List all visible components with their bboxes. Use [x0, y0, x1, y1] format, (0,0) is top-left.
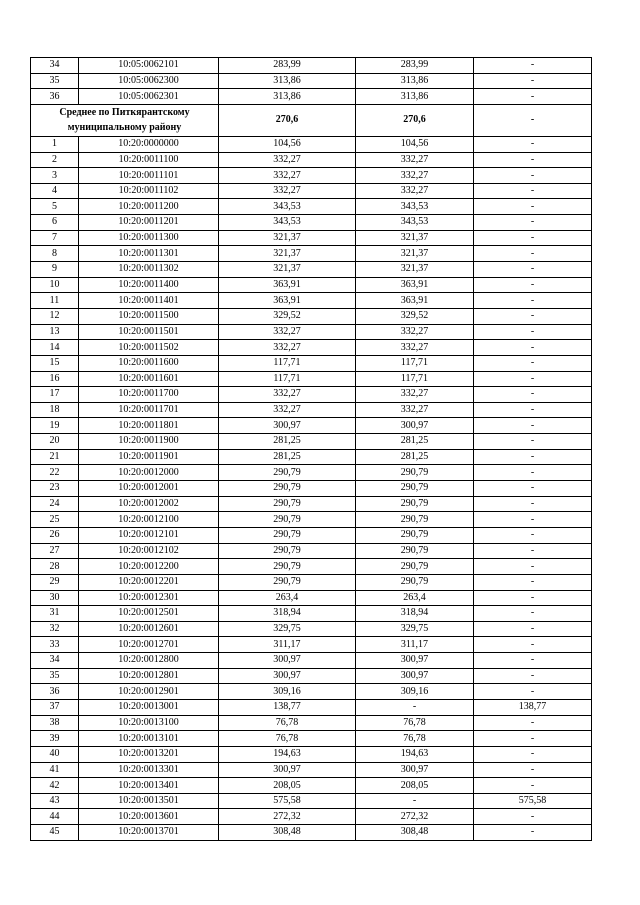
value-col5: - — [474, 527, 592, 543]
row-number: 41 — [31, 762, 79, 778]
document-page — [30, 57, 591, 841]
cadastral-quarter: 10:20:0012200 — [79, 559, 219, 575]
table-row — [31, 481, 592, 497]
table-row — [31, 183, 592, 199]
value-col4: 332,27 — [356, 340, 474, 356]
value-col5: - — [474, 152, 592, 168]
row-number: 17 — [31, 387, 79, 403]
value-col4: 329,52 — [356, 308, 474, 324]
value-col3: 308,48 — [219, 825, 356, 841]
value-col3: 283,99 — [219, 58, 356, 74]
row-number: 12 — [31, 308, 79, 324]
value-col4: 321,37 — [356, 262, 474, 278]
cadastral-quarter: 10:20:0012101 — [79, 527, 219, 543]
value-col5: - — [474, 574, 592, 590]
cadastral-quarter: 10:20:0011600 — [79, 355, 219, 371]
value-col5: - — [474, 340, 592, 356]
row-number: 33 — [31, 637, 79, 653]
table-row — [31, 199, 592, 215]
row-number: 45 — [31, 825, 79, 841]
table-body-before — [31, 58, 592, 105]
value-col4: 290,79 — [356, 465, 474, 481]
value-col3: 281,25 — [219, 449, 356, 465]
value-col4: 290,79 — [356, 481, 474, 497]
row-number: 5 — [31, 199, 79, 215]
row-number: 35 — [31, 668, 79, 684]
cadastral-quarter: 10:20:0012102 — [79, 543, 219, 559]
cadastral-quarter: 10:20:0000000 — [79, 136, 219, 152]
value-col4: 329,75 — [356, 621, 474, 637]
row-number: 9 — [31, 262, 79, 278]
cadastral-quarter: 10:05:0062300 — [79, 73, 219, 89]
value-col5: - — [474, 293, 592, 309]
cadastral-quarter: 10:20:0013101 — [79, 731, 219, 747]
value-col4: 117,71 — [356, 355, 474, 371]
summary-value-col4: 270,6 — [356, 104, 474, 136]
value-col5: - — [474, 246, 592, 262]
value-col3: 290,79 — [219, 481, 356, 497]
value-col3: 263,4 — [219, 590, 356, 606]
value-col3: 290,79 — [219, 559, 356, 575]
value-col3: 300,97 — [219, 418, 356, 434]
value-col5: - — [474, 684, 592, 700]
value-col4: 272,32 — [356, 809, 474, 825]
value-col4: 194,63 — [356, 746, 474, 762]
row-number: 30 — [31, 590, 79, 606]
value-col4: 318,94 — [356, 606, 474, 622]
value-col5: - — [474, 559, 592, 575]
value-col5: - — [474, 465, 592, 481]
table-row — [31, 355, 592, 371]
value-col3: 332,27 — [219, 387, 356, 403]
value-col5: - — [474, 355, 592, 371]
value-col5: - — [474, 512, 592, 528]
value-col3: 290,79 — [219, 512, 356, 528]
value-col5: - — [474, 73, 592, 89]
row-number: 43 — [31, 793, 79, 809]
value-col4: 290,79 — [356, 527, 474, 543]
value-col4: 300,97 — [356, 418, 474, 434]
value-col4: 283,99 — [356, 58, 474, 74]
value-col5: - — [474, 543, 592, 559]
cadastral-quarter: 10:20:0011901 — [79, 449, 219, 465]
value-col4: 300,97 — [356, 668, 474, 684]
value-col5: - — [474, 449, 592, 465]
cadastral-quarter: 10:20:0011100 — [79, 152, 219, 168]
cadastral-values-table — [30, 57, 592, 841]
value-col3: 332,27 — [219, 168, 356, 184]
value-col4: 332,27 — [356, 387, 474, 403]
table-row — [31, 387, 592, 403]
value-col4: 321,37 — [356, 246, 474, 262]
table-row — [31, 574, 592, 590]
row-number: 34 — [31, 653, 79, 669]
cadastral-quarter: 10:20:0013501 — [79, 793, 219, 809]
summary-section — [31, 104, 592, 136]
value-col4: - — [356, 793, 474, 809]
value-col4: 363,91 — [356, 277, 474, 293]
value-col4: 290,79 — [356, 512, 474, 528]
value-col5: - — [474, 387, 592, 403]
row-number: 6 — [31, 215, 79, 231]
summary-value-col3: 270,6 — [219, 104, 356, 136]
row-number: 10 — [31, 277, 79, 293]
table-row — [31, 262, 592, 278]
value-col4: 263,4 — [356, 590, 474, 606]
value-col4: 311,17 — [356, 637, 474, 653]
value-col3: 321,37 — [219, 230, 356, 246]
value-col3: 363,91 — [219, 293, 356, 309]
table-row — [31, 293, 592, 309]
row-number: 20 — [31, 434, 79, 450]
value-col3: 332,27 — [219, 324, 356, 340]
value-col5: - — [474, 262, 592, 278]
table-row — [31, 668, 592, 684]
table-row — [31, 402, 592, 418]
cadastral-quarter: 10:20:0011700 — [79, 387, 219, 403]
value-col4: 300,97 — [356, 653, 474, 669]
value-col5: - — [474, 637, 592, 653]
cadastral-quarter: 10:20:0011102 — [79, 183, 219, 199]
value-col5: - — [474, 590, 592, 606]
value-col4: 208,05 — [356, 778, 474, 794]
value-col3: 300,97 — [219, 762, 356, 778]
value-col4: 308,48 — [356, 825, 474, 841]
value-col5: - — [474, 825, 592, 841]
row-number: 4 — [31, 183, 79, 199]
row-number: 36 — [31, 89, 79, 105]
value-col5: - — [474, 324, 592, 340]
value-col3: 290,79 — [219, 496, 356, 512]
value-col5: - — [474, 668, 592, 684]
value-col5: - — [474, 89, 592, 105]
value-col3: 272,32 — [219, 809, 356, 825]
table-row — [31, 590, 592, 606]
value-col3: 194,63 — [219, 746, 356, 762]
cadastral-quarter: 10:20:0011801 — [79, 418, 219, 434]
cadastral-quarter: 10:20:0012501 — [79, 606, 219, 622]
value-col5: 575,58 — [474, 793, 592, 809]
table-row — [31, 168, 592, 184]
table-row — [31, 746, 592, 762]
value-col4: - — [356, 699, 474, 715]
table-row — [31, 778, 592, 794]
cadastral-quarter: 10:05:0062301 — [79, 89, 219, 105]
value-col4: 332,27 — [356, 402, 474, 418]
value-col3: 290,79 — [219, 543, 356, 559]
value-col5: - — [474, 371, 592, 387]
table-row — [31, 606, 592, 622]
cadastral-quarter: 10:20:0012701 — [79, 637, 219, 653]
cadastral-quarter: 10:20:0011300 — [79, 230, 219, 246]
table-row — [31, 152, 592, 168]
table-row — [31, 449, 592, 465]
value-col5: - — [474, 434, 592, 450]
cadastral-quarter: 10:20:0011701 — [79, 402, 219, 418]
value-col5: 138,77 — [474, 699, 592, 715]
table-row — [31, 793, 592, 809]
value-col3: 343,53 — [219, 215, 356, 231]
value-col3: 343,53 — [219, 199, 356, 215]
row-number: 21 — [31, 449, 79, 465]
table-row — [31, 136, 592, 152]
value-col5: - — [474, 183, 592, 199]
value-col5: - — [474, 496, 592, 512]
cadastral-quarter: 10:20:0012100 — [79, 512, 219, 528]
row-number: 3 — [31, 168, 79, 184]
value-col3: 332,27 — [219, 402, 356, 418]
table-row — [31, 89, 592, 105]
value-col4: 332,27 — [356, 324, 474, 340]
row-number: 7 — [31, 230, 79, 246]
value-col4: 313,86 — [356, 73, 474, 89]
row-number: 25 — [31, 512, 79, 528]
row-number: 42 — [31, 778, 79, 794]
table-row — [31, 434, 592, 450]
table-row — [31, 73, 592, 89]
row-number: 1 — [31, 136, 79, 152]
value-col3: 300,97 — [219, 668, 356, 684]
cadastral-quarter: 10:20:0011301 — [79, 246, 219, 262]
table-row — [31, 324, 592, 340]
value-col5: - — [474, 621, 592, 637]
value-col5: - — [474, 215, 592, 231]
row-number: 15 — [31, 355, 79, 371]
row-number: 11 — [31, 293, 79, 309]
table-row — [31, 731, 592, 747]
cadastral-quarter: 10:20:0013201 — [79, 746, 219, 762]
value-col3: 329,75 — [219, 621, 356, 637]
cadastral-quarter: 10:20:0011601 — [79, 371, 219, 387]
cadastral-quarter: 10:20:0012001 — [79, 481, 219, 497]
cadastral-quarter: 10:20:0013601 — [79, 809, 219, 825]
value-col3: 290,79 — [219, 465, 356, 481]
table-row — [31, 246, 592, 262]
cadastral-quarter: 10:20:0012000 — [79, 465, 219, 481]
cadastral-quarter: 10:20:0011201 — [79, 215, 219, 231]
value-col3: 329,52 — [219, 308, 356, 324]
value-col3: 104,56 — [219, 136, 356, 152]
row-number: 34 — [31, 58, 79, 74]
summary-label: Среднее по Питкярантскому муниципальному району — [31, 104, 219, 136]
cadastral-quarter: 10:20:0012201 — [79, 574, 219, 590]
row-number: 28 — [31, 559, 79, 575]
value-col5: - — [474, 277, 592, 293]
summary-row — [31, 104, 592, 136]
value-col3: 313,86 — [219, 89, 356, 105]
cadastral-quarter: 10:20:0011302 — [79, 262, 219, 278]
cadastral-quarter: 10:20:0013301 — [79, 762, 219, 778]
row-number: 2 — [31, 152, 79, 168]
table-row — [31, 809, 592, 825]
value-col5: - — [474, 58, 592, 74]
cadastral-quarter: 10:20:0012801 — [79, 668, 219, 684]
value-col4: 76,78 — [356, 715, 474, 731]
value-col4: 290,79 — [356, 574, 474, 590]
cadastral-quarter: 10:20:0011501 — [79, 324, 219, 340]
value-col4: 290,79 — [356, 559, 474, 575]
row-number: 40 — [31, 746, 79, 762]
cadastral-quarter: 10:20:0011502 — [79, 340, 219, 356]
table-row — [31, 58, 592, 74]
table-row — [31, 527, 592, 543]
value-col3: 318,94 — [219, 606, 356, 622]
value-col5: - — [474, 778, 592, 794]
value-col5: - — [474, 809, 592, 825]
row-number: 31 — [31, 606, 79, 622]
table-body-after — [31, 136, 592, 840]
table-row — [31, 215, 592, 231]
cadastral-quarter: 10:05:0062101 — [79, 58, 219, 74]
value-col3: 290,79 — [219, 574, 356, 590]
row-number: 8 — [31, 246, 79, 262]
row-number: 29 — [31, 574, 79, 590]
table-row — [31, 496, 592, 512]
table-row — [31, 512, 592, 528]
cadastral-quarter: 10:20:0011200 — [79, 199, 219, 215]
value-col3: 290,79 — [219, 527, 356, 543]
value-col3: 76,78 — [219, 731, 356, 747]
row-number: 32 — [31, 621, 79, 637]
value-col4: 332,27 — [356, 168, 474, 184]
row-number: 13 — [31, 324, 79, 340]
value-col3: 321,37 — [219, 262, 356, 278]
value-col3: 300,97 — [219, 653, 356, 669]
row-number: 23 — [31, 481, 79, 497]
row-number: 24 — [31, 496, 79, 512]
value-col5: - — [474, 606, 592, 622]
value-col4: 332,27 — [356, 183, 474, 199]
value-col4: 343,53 — [356, 199, 474, 215]
value-col4: 332,27 — [356, 152, 474, 168]
value-col4: 343,53 — [356, 215, 474, 231]
table-row — [31, 637, 592, 653]
value-col3: 117,71 — [219, 355, 356, 371]
cadastral-quarter: 10:20:0012002 — [79, 496, 219, 512]
row-number: 22 — [31, 465, 79, 481]
table-row — [31, 559, 592, 575]
table-row — [31, 371, 592, 387]
row-number: 14 — [31, 340, 79, 356]
cadastral-quarter: 10:20:0011500 — [79, 308, 219, 324]
table-row — [31, 699, 592, 715]
cadastral-quarter: 10:20:0012301 — [79, 590, 219, 606]
cadastral-quarter: 10:20:0013100 — [79, 715, 219, 731]
table-row — [31, 621, 592, 637]
table-row — [31, 684, 592, 700]
row-number: 35 — [31, 73, 79, 89]
value-col4: 281,25 — [356, 434, 474, 450]
value-col3: 332,27 — [219, 340, 356, 356]
table-row — [31, 308, 592, 324]
value-col5: - — [474, 731, 592, 747]
value-col3: 309,16 — [219, 684, 356, 700]
value-col4: 281,25 — [356, 449, 474, 465]
summary-value-col5: - — [474, 104, 592, 136]
row-number: 44 — [31, 809, 79, 825]
cadastral-quarter: 10:20:0011900 — [79, 434, 219, 450]
value-col3: 208,05 — [219, 778, 356, 794]
value-col4: 117,71 — [356, 371, 474, 387]
cadastral-quarter: 10:20:0011101 — [79, 168, 219, 184]
value-col5: - — [474, 746, 592, 762]
table-row — [31, 465, 592, 481]
cadastral-quarter: 10:20:0011400 — [79, 277, 219, 293]
row-number: 38 — [31, 715, 79, 731]
row-number: 39 — [31, 731, 79, 747]
value-col3: 313,86 — [219, 73, 356, 89]
value-col4: 363,91 — [356, 293, 474, 309]
value-col5: - — [474, 199, 592, 215]
table-row — [31, 653, 592, 669]
value-col5: - — [474, 230, 592, 246]
row-number: 37 — [31, 699, 79, 715]
value-col5: - — [474, 715, 592, 731]
value-col4: 290,79 — [356, 543, 474, 559]
table-row — [31, 277, 592, 293]
value-col4: 76,78 — [356, 731, 474, 747]
value-col4: 300,97 — [356, 762, 474, 778]
value-col3: 321,37 — [219, 246, 356, 262]
value-col3: 363,91 — [219, 277, 356, 293]
value-col3: 332,27 — [219, 183, 356, 199]
value-col3: 575,58 — [219, 793, 356, 809]
row-number: 26 — [31, 527, 79, 543]
cadastral-quarter: 10:20:0012901 — [79, 684, 219, 700]
cadastral-quarter: 10:20:0013001 — [79, 699, 219, 715]
cadastral-quarter: 10:20:0013401 — [79, 778, 219, 794]
table-row — [31, 340, 592, 356]
value-col4: 290,79 — [356, 496, 474, 512]
value-col5: - — [474, 653, 592, 669]
value-col4: 104,56 — [356, 136, 474, 152]
row-number: 19 — [31, 418, 79, 434]
cadastral-quarter: 10:20:0011401 — [79, 293, 219, 309]
value-col4: 309,16 — [356, 684, 474, 700]
value-col5: - — [474, 308, 592, 324]
table-row — [31, 418, 592, 434]
value-col5: - — [474, 762, 592, 778]
value-col5: - — [474, 168, 592, 184]
row-number: 16 — [31, 371, 79, 387]
value-col3: 76,78 — [219, 715, 356, 731]
row-number: 27 — [31, 543, 79, 559]
table-row — [31, 762, 592, 778]
table-row — [31, 230, 592, 246]
value-col3: 138,77 — [219, 699, 356, 715]
value-col5: - — [474, 402, 592, 418]
cadastral-quarter: 10:20:0013701 — [79, 825, 219, 841]
row-number: 36 — [31, 684, 79, 700]
table-row — [31, 825, 592, 841]
value-col5: - — [474, 136, 592, 152]
value-col3: 281,25 — [219, 434, 356, 450]
value-col3: 117,71 — [219, 371, 356, 387]
value-col4: 321,37 — [356, 230, 474, 246]
value-col5: - — [474, 418, 592, 434]
value-col5: - — [474, 481, 592, 497]
value-col4: 313,86 — [356, 89, 474, 105]
cadastral-quarter: 10:20:0012601 — [79, 621, 219, 637]
row-number: 18 — [31, 402, 79, 418]
cadastral-quarter: 10:20:0012800 — [79, 653, 219, 669]
value-col3: 311,17 — [219, 637, 356, 653]
table-row — [31, 543, 592, 559]
table-row — [31, 715, 592, 731]
value-col3: 332,27 — [219, 152, 356, 168]
